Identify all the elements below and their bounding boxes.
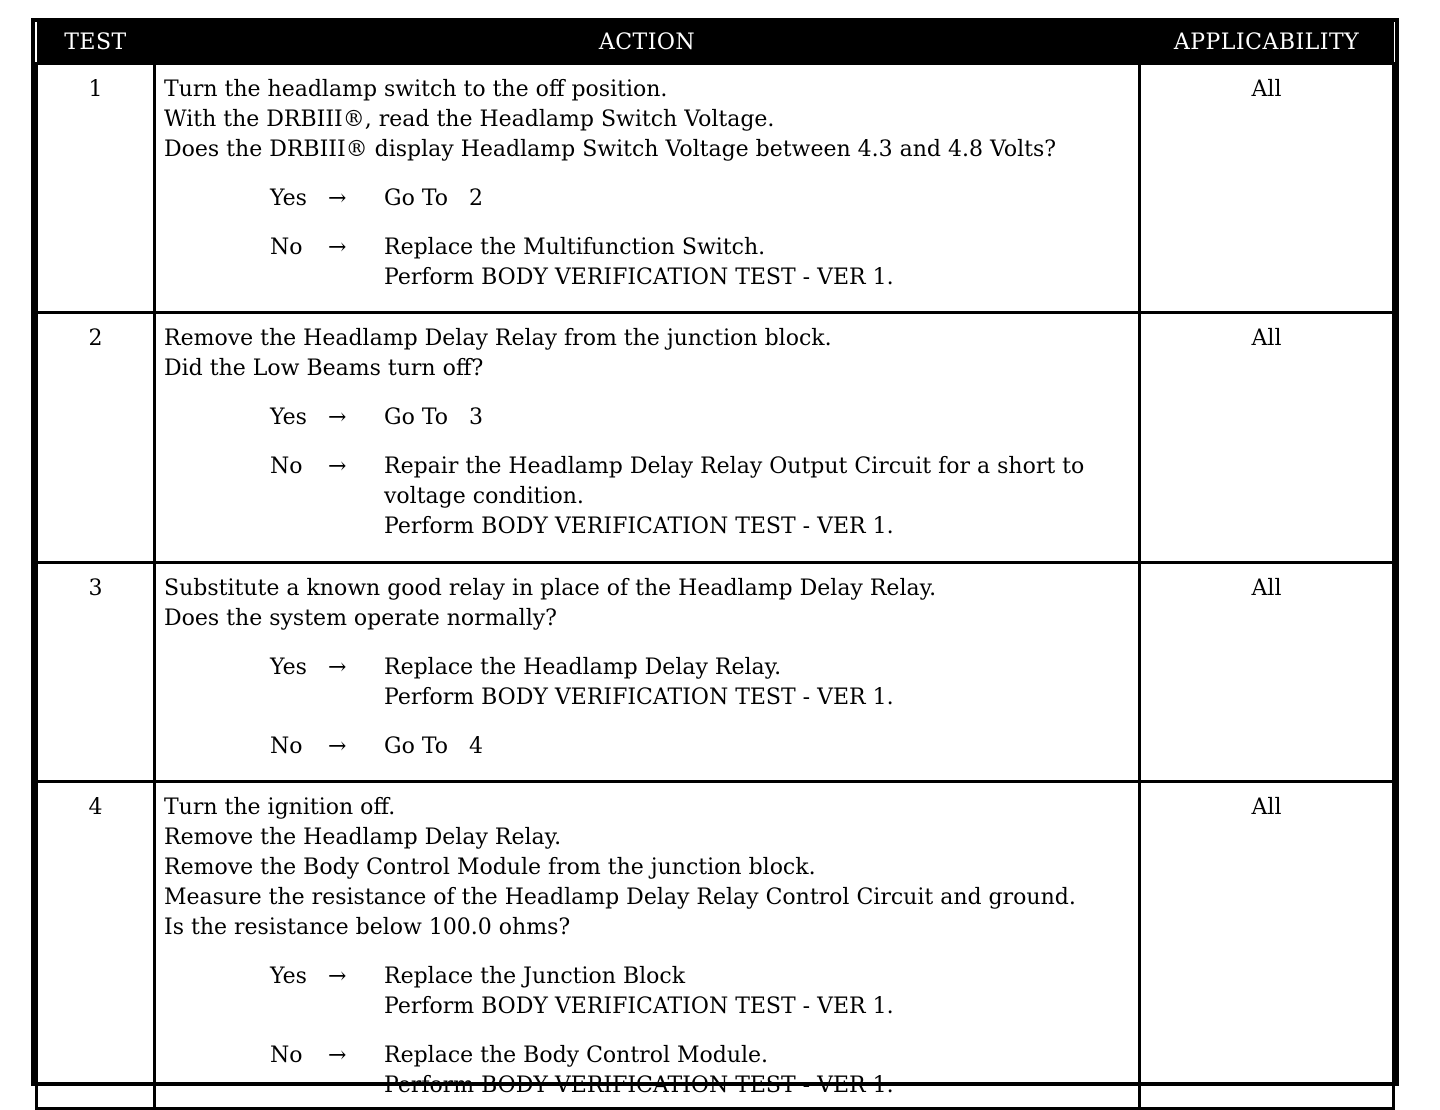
yes-result bbox=[384, 962, 1132, 1022]
action-step: Substitute a known good relay in place of the Headlamp Delay Relay. bbox=[164, 576, 937, 601]
applicability-cell: All bbox=[1140, 782, 1394, 1109]
table-row bbox=[37, 782, 1394, 1109]
action-step: Remove the Body Control Module from the junction block. bbox=[164, 855, 816, 880]
arrow-icon: → bbox=[328, 655, 347, 680]
no-branch bbox=[270, 233, 1132, 293]
result-line: Perform BODY VERIFICATION TEST - VER 1. bbox=[384, 1073, 894, 1098]
action-cell bbox=[155, 64, 1140, 313]
action-step: Remove the Headlamp Delay Relay from the junction block. bbox=[164, 326, 832, 351]
arrow-icon: → bbox=[328, 964, 347, 989]
action-step: Remove the Headlamp Delay Relay. bbox=[164, 825, 562, 850]
arrow-icon: → bbox=[328, 186, 347, 211]
table-header-row bbox=[37, 22, 1394, 64]
table-row bbox=[37, 64, 1394, 313]
test-number: 2 bbox=[37, 313, 155, 563]
header-test: TEST bbox=[37, 22, 155, 64]
action-step: Is the resistance below 100.0 ohms? bbox=[164, 915, 571, 940]
result-line: Replace the Multifunction Switch. bbox=[384, 235, 766, 260]
header-action: ACTION bbox=[155, 22, 1140, 64]
diagnostic-test-table bbox=[31, 18, 1399, 1098]
arrow-icon: → bbox=[328, 1043, 347, 1068]
no-label: No bbox=[270, 1043, 303, 1068]
arrow-icon: → bbox=[328, 405, 347, 430]
action-cell bbox=[155, 563, 1140, 782]
no-label: No bbox=[270, 454, 303, 479]
action-step: Does the DRBIII® display Headlamp Switch Voltage between 4.3 and 4.8 Volts? bbox=[164, 137, 1057, 162]
yes-branch bbox=[270, 403, 1132, 433]
applicability-cell: All bbox=[1140, 313, 1394, 563]
no-branch bbox=[270, 732, 1132, 762]
no-result bbox=[384, 233, 1132, 293]
result-line: Replace the Junction Block bbox=[384, 964, 686, 989]
action-step: Did the Low Beams turn off? bbox=[164, 356, 484, 381]
test-number: 4 bbox=[37, 782, 155, 1109]
action-step: With the DRBIII®, read the Headlamp Switch Voltage. bbox=[164, 107, 775, 132]
action-cell bbox=[155, 313, 1140, 563]
yes-result bbox=[384, 403, 1132, 433]
yes-branch bbox=[270, 184, 1132, 214]
no-result bbox=[384, 1041, 1132, 1101]
result-line: Go To 2 bbox=[384, 186, 483, 211]
no-result bbox=[384, 452, 1132, 542]
header-applicability: APPLICABILITY bbox=[1140, 22, 1394, 64]
action-step: Turn the headlamp switch to the off position. bbox=[164, 77, 668, 102]
result-line: voltage condition. bbox=[384, 484, 584, 509]
test-number: 1 bbox=[37, 64, 155, 313]
no-label: No bbox=[270, 235, 303, 260]
result-line: Repair the Headlamp Delay Relay Output Circuit for a short to bbox=[384, 454, 1085, 479]
no-label: No bbox=[270, 734, 303, 759]
result-line: Perform BODY VERIFICATION TEST - VER 1. bbox=[384, 685, 894, 710]
yes-label: Yes bbox=[270, 405, 307, 430]
result-line: Replace the Body Control Module. bbox=[384, 1043, 769, 1068]
action-cell bbox=[155, 782, 1140, 1109]
no-branch bbox=[270, 1041, 1132, 1101]
yes-branch bbox=[270, 962, 1132, 1022]
action-step: Does the system operate normally? bbox=[164, 606, 557, 631]
table-row bbox=[37, 563, 1394, 782]
yes-result bbox=[384, 653, 1132, 713]
result-line: Perform BODY VERIFICATION TEST - VER 1. bbox=[384, 994, 894, 1019]
result-line: Go To 4 bbox=[384, 734, 483, 759]
action-step: Turn the ignition off. bbox=[164, 795, 396, 820]
applicability-cell: All bbox=[1140, 64, 1394, 313]
action-step: Measure the resistance of the Headlamp Delay Relay Control Circuit and ground. bbox=[164, 885, 1076, 910]
table-row bbox=[37, 313, 1394, 563]
arrow-icon: → bbox=[328, 454, 347, 479]
applicability-cell: All bbox=[1140, 563, 1394, 782]
result-line: Perform BODY VERIFICATION TEST - VER 1. bbox=[384, 514, 894, 539]
arrow-icon: → bbox=[328, 235, 347, 260]
yes-result bbox=[384, 184, 1132, 214]
result-line: Replace the Headlamp Delay Relay. bbox=[384, 655, 782, 680]
test-number: 3 bbox=[37, 563, 155, 782]
yes-branch bbox=[270, 653, 1132, 713]
no-result bbox=[384, 732, 1132, 762]
result-line: Go To 3 bbox=[384, 405, 483, 430]
arrow-icon: → bbox=[328, 734, 347, 759]
yes-label: Yes bbox=[270, 655, 307, 680]
yes-label: Yes bbox=[270, 186, 307, 211]
no-branch bbox=[270, 452, 1132, 542]
result-line: Perform BODY VERIFICATION TEST - VER 1. bbox=[384, 265, 894, 290]
yes-label: Yes bbox=[270, 964, 307, 989]
